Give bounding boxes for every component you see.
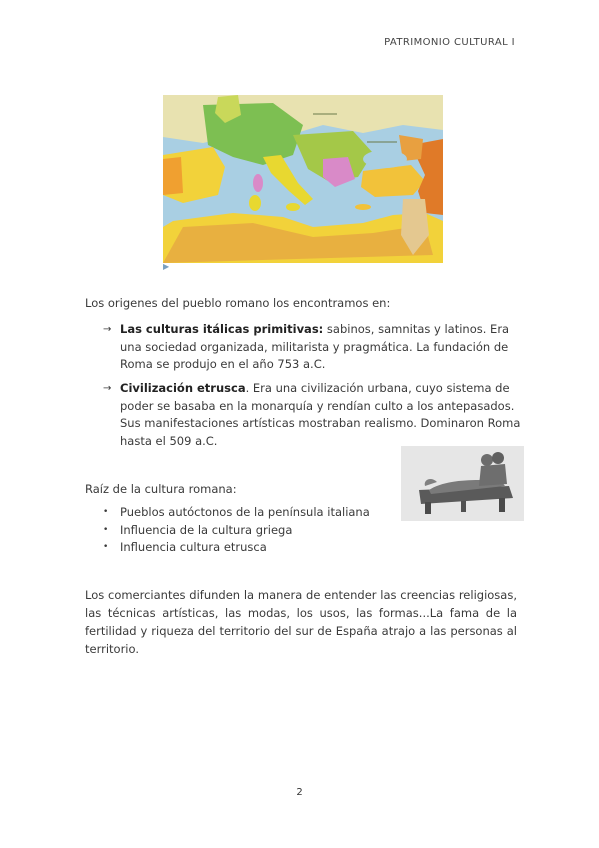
arrow-right-icon: → [103,324,112,335]
list-item: • Influencia cultura etrusca [103,539,370,557]
origin-item-text [120,321,523,374]
list-item: • Pueblos autóctonos de la península italiana [103,504,370,522]
etruscan-sarcophagus-icon [401,446,524,521]
closing-paragraph: Los comerciantes difunden la manera de entender las creencias religiosas, las técnicas artísticas, las modas, los usos, las formas...La fama de la fertilidad y riqueza del territorio del sur de España atrajo a las personas al territorio. [85,588,517,656]
origin-item-etruscan [103,380,523,450]
origin-description: . Era una civilización urbana, cuyo sistema de poder se basaba en la monarquía y rendían culto a los antepasados. Sus manifestaciones artísticas mostraban realismo. Dominaron Roma hasta el 509 a.C. [120,381,521,448]
play-arrow-icon: ▶ [163,262,170,271]
roots-list [103,504,370,557]
origin-term: Las culturas itálicas primitivas: [120,322,324,336]
origin-item-text [120,380,523,450]
page-number: 2 [296,787,303,798]
roots-title: Raíz de la cultura romana: [85,482,237,496]
roman-empire-map-image [163,95,443,263]
roman-empire-map-icon [163,95,443,263]
list-item: • Influencia de la cultura griega [103,522,370,540]
etruscan-sarcophagus-image [401,446,524,521]
origin-description: sabinos, samnitas y latinos. Era una sociedad organizada, militarista y pragmática. La fundación de Roma se produjo en el año 753 a.C. [120,322,510,371]
intro-text: Los origenes del pueblo romano los encontramos en: [85,296,391,310]
page-header-title: PATRIMONIO CULTURAL I [384,37,515,48]
origin-item-italic [103,321,523,374]
arrow-right-icon: → [103,383,112,394]
origin-term: Civilización etrusca [120,381,246,395]
